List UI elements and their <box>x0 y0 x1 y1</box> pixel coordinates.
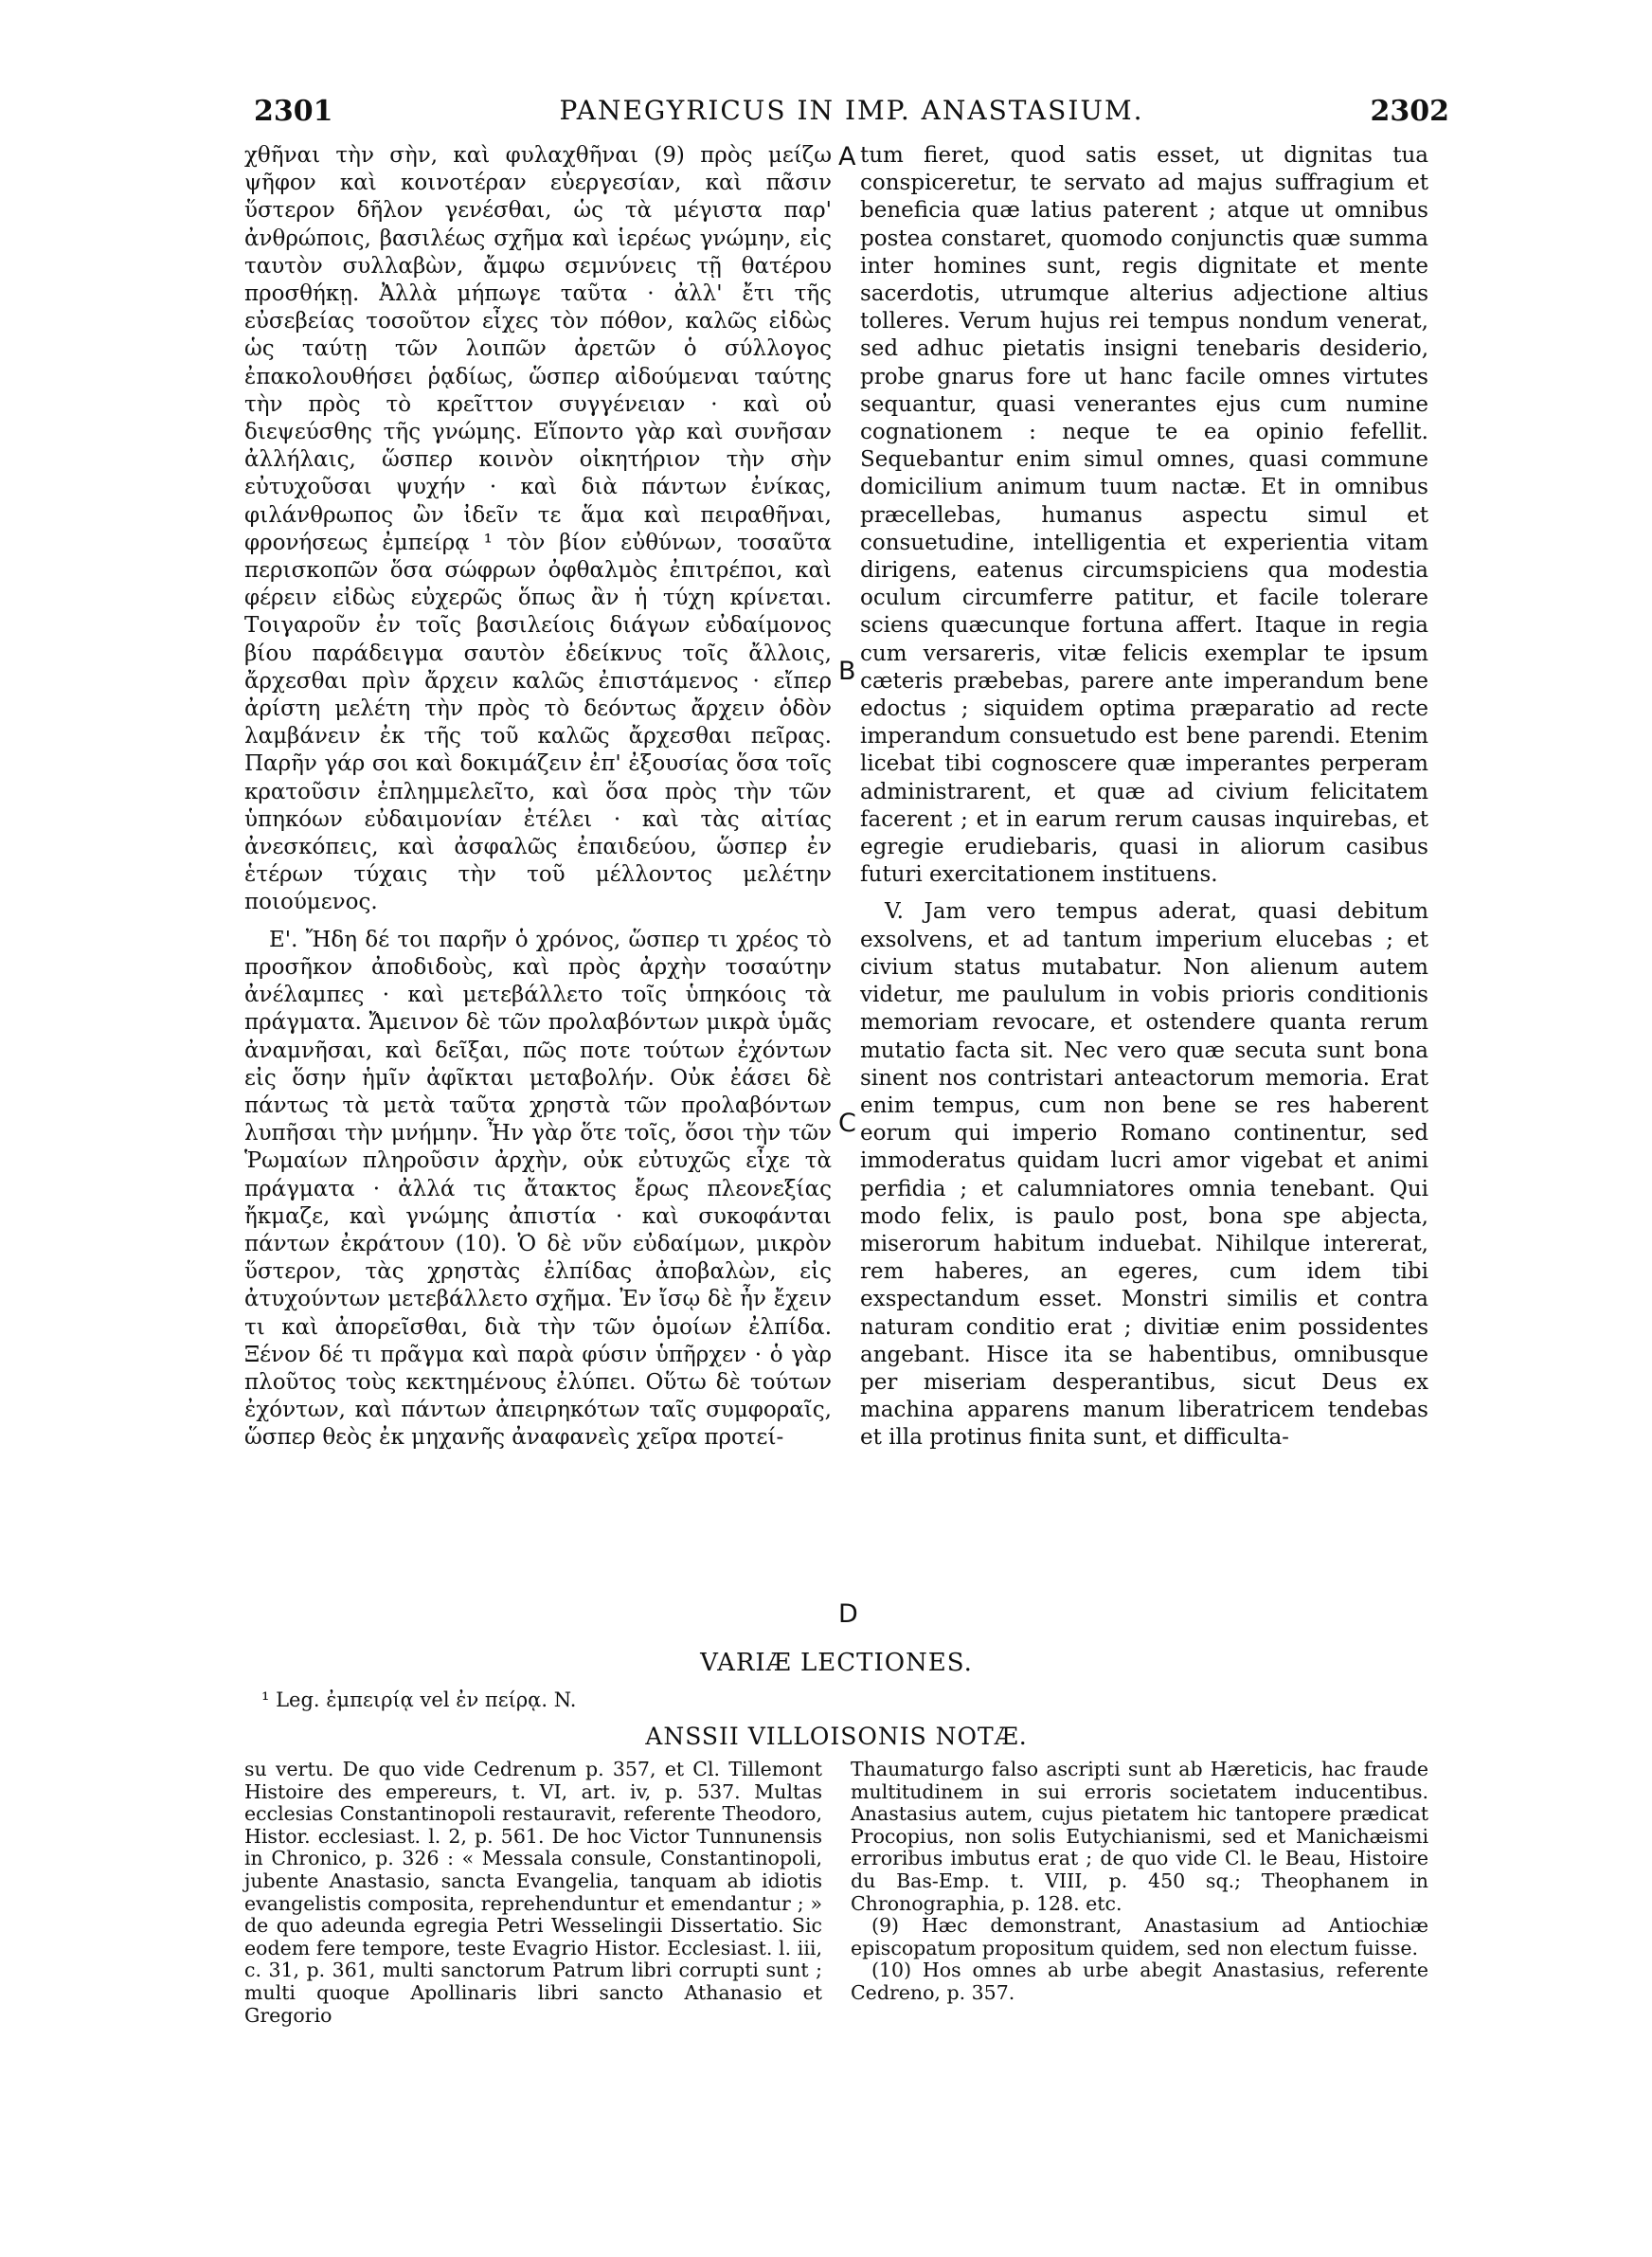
greek-column <box>244 142 832 1453</box>
note-right-text-1: Thaumaturgo falso ascripti sunt ab Hæreticis, hac fraude multitudinem in sui erroris societatem inducentibus. Anastasius autem, cujus pietatem hic tantopere prædicat Procopius, non solis Eutychianismi, sed et Manichæismi erroribus imbutus erat ; de quo vide Cl. le Beau, Histoire du Bas-Emp. t. VIII, p. 450 sq.; Theophanem in Chronographia, p. 128. etc. <box>851 1758 1428 1915</box>
latin-paragraph-1: tum fieret, quod satis esset, ut dignitas tua conspiceretur, te servato ad majus suffragium et beneficia quæ latius paterent ; atque ut omnibus postea constaret, quomodo conjunctis quæ summa inter homines sunt, regis dignitate et mente sacerdotis, utrumque alterius adjectione altius tolleres. Verum hujus rei tempus nondum venerat, sed adhuc pietatis insigni tenebaris desiderio, probe gnarus fore ut hanc facile omnes virtutes sequantur, quasi venerantes ejus cum numine cognationem : neque te ea opinio fefellit. Sequebantur enim simul omnes, quasi commune domicilium animum tuum nactæ. Et in omnibus præcellebas, humanus aspectu simul et consuetudine, intelligentia et experientia vitam dirigens, eatenus circumspiciens qua modestia oculum circumferre patitur, et facile tolerare sciens quæcunque fortuna affert. Itaque in regia cum versareris, vitæ felicis exemplar te ipsum cæteris præbebas, parere ante imperandum bene edoctus ; siquidem optima præparatio ad recte imperandum consuetudo est bene parendi. Etenim licebat tibi cognoscere quæ imperantes perperam administrarent, et quæ ad civium felicitatem facerent ; et in earum rerum causas inquirebas, et egregie erudiebaris, quasi in aliorum casibus futuri exercitationem instituens. <box>860 143 1428 888</box>
section-marker-a: A <box>838 142 856 172</box>
latin-paragraph-2: V. Jam vero tempus aderat, quasi debitum exsolvens, et ad tantum imperium elucebas ; et civium status mutabatur. Non alienum autem videtur, me paululum in vobis prioris conditionis memoriam revocare, et ostendere quanta rerum mutatio facta sit. Nec vero quæ secuta sunt bona sinent nos contristari anteactorum memoria. Erat enim tempus, cum non bene se res haberent eorum qui imperio Romano continentur, sed immoderatus quidam lucri amor vigebat et animi perfidia ; et calumniatores omnia tenebant. Qui modo felix, is paulo post, bona spe abjecta, miserorum habitum induebat. Nihilque intererat, rem haberes, an egeres, cum idem tibi exspectandum esset. Monstri similis et contra naturam conditio erat ; divitiæ enim possidentes angebant. Hisce ita se habentibus, omnibusque per miseriam desperantibus, sicut Deus ex machina apparens manum liberatricem tendebas et illa protinus finita sunt, et difficulta- <box>860 899 1428 1451</box>
section-marker-c: C <box>838 1109 856 1138</box>
notes-left-column <box>244 1759 822 2027</box>
note-10: (10) Hos omnes ab urbe abegit Anastasius, referente Cedreno, p. 357. <box>851 1959 1428 2004</box>
running-title: PANEGYRICUS IN IMP. ANASTASIUM. <box>559 95 1144 126</box>
note-left-text: su vertu. De quo vide Cedrenum p. 357, et Cl. Tillemont Histoire des empereurs, t. VI, art. iv, p. 537. Multas ecclesias Constantinopoli restauravit, referente Theodoro, Histor. ecclesiast. l. 2, p. 561. De hoc Victor Tunnunensis in Chronico, p. 326 : « Messala consule, Constantinopoli, jubente Anastasio, sancta Evangelia, tanquam ab idiotis evangelistis composita, reprehenduntur et emendantur ; » de quo adeunda egregia Petri Wesselingii Dissertatio. Sic eodem fere tempore, teste Evagrio Histor. Ecclesiast. l. iii, c. 31, p. 361, multi sanctorum Patrum libri corrupti sunt ; multi quoque Apollinaris libri sancto Athanasio et Gregorio <box>244 1758 822 2027</box>
section-marker-d: D <box>838 1599 858 1629</box>
notes-heading: ANSSII VILLOISONIS NOTÆ. <box>645 1723 1028 1750</box>
variae-lectiones-note: ¹ Leg. ἐμπειρίᾳ vel ἐν πείρᾳ. N. <box>261 1688 577 1711</box>
page-header <box>254 95 1449 136</box>
variae-lectiones-heading: VARIÆ LECTIONES. <box>700 1649 973 1677</box>
section-marker-b: B <box>838 657 856 686</box>
page-number-left: 2301 <box>254 95 333 128</box>
greek-paragraph-1: χθῆναι τὴν σὴν, καὶ φυλαχθῆναι (9) πρὸς μείζω ψῆφον καὶ κοινοτέραν εὐεργεσίαν, καὶ πᾶσιν ὕστερον δῆλον γενέσθαι, ὡς τὰ μέγιστα παρ' ἀνθρώποις, βασιλέως σχῆμα καὶ ἱερέως γνώμην, εἰς ταυτὸν συλλαβὼν, ἄμφω σεμνύνεις τῇ θατέρου προσθήκῃ. Ἀλλὰ μήπωγε ταῦτα · ἀλλ' ἔτι τῆς εὐσεβείας τοσοῦτον εἶχες τὸν πόθον, καλῶς εἰδὼς ὡς ταύτῃ τῶν λοιπῶν ἀρετῶν ὁ σύλλογος ἐπακολουθήσει ῥᾳδίως, ὥσπερ αἰδούμεναι ταύτης τὴν πρὸς τὸ κρεῖττον συγγένειαν · καὶ οὐ διεψεύσθης τῆς γνώμης. Εἵποντο γὰρ καὶ συνῆσαν ἀλλήλαις, ὥσπερ κοινὸν οἰκητήριον τὴν σὴν εὐτυχοῦσαι ψυχήν · καὶ διὰ πάντων ἐνίκας, φιλάνθρωπος ὢν ἰδεῖν τε ἅμα καὶ πειραθῆναι, φρονήσεως ἐμπείρᾳ ¹ τὸν βίον εὐθύνων, τοσαῦτα περισκοπῶν ὅσα σώφρων ὀφθαλμὸς ἐπιτρέποι, καὶ φέρειν εἰδὼς εὐχερῶς ὅπως ἂν ἡ τύχη κρίνεται. Τοιγαροῦν ἐν τοῖς βασιλείοις διάγων εὐδαίμονος βίου παράδειγμα σαυτὸν ἐδείκνυς τοῖς ἄλλοις, ἄρχεσθαι πρὶν ἄρχειν καλῶς ἐπιστάμενος · εἴπερ ἀρίστη μελέτη τὴν πρὸς τὸ δεόντως ἄρχειν ὁδὸν λαμβάνειν ἐκ τῆς τοῦ καλῶς ἄρχεσθαι πεῖρας. Παρῆν γάρ σοι καὶ δοκιμάζειν ἐπ' ἐξουσίας ὅσα τοῖς κρατοῦσιν ἐπλημμελεῖτο, καὶ ὅσα πρὸς τὴν τῶν ὑπηκόων εὐδαιμονίαν ἐτέλει · καὶ τὰς αἰτίας ἀνεσκόπεις, καὶ ἀσφαλῶς ἐπαιδεύου, ὥσπερ ἐν ἑτέρων τύχαις τὴν τοῦ μέλλοντος μελέτην ποιούμενος. <box>244 143 832 915</box>
notes-right-column <box>851 1759 1428 2005</box>
note-9: (9) Hæc demonstrant, Anastasium ad Antiochiæ episcopatum propositum quidem, sed non electum fuisse. <box>851 1914 1428 1959</box>
page-number-right: 2302 <box>1370 95 1449 128</box>
latin-column <box>860 142 1428 1453</box>
greek-paragraph-2: Ε'. Ἤδη δέ τοι παρῆν ὁ χρόνος, ὥσπερ τι χρέος τὸ προσῆκον ἀποδιδοὺς, καὶ πρὸς ἀρχὴν τοσαύτην ἀνέλαμπες · καὶ μετεβάλλετο τοῖς ὑπηκόοις τὰ πράγματα. Ἄμεινον δὲ τῶν προλαβόντων μικρὰ ὑμᾶς ἀναμνῆσαι, καὶ δεῖξαι, πῶς ποτε τούτων ἐχόντων εἰς ὅσην ἡμῖν ἀφῖκται μεταβολήν. Οὐκ ἐάσει δὲ πάντως τὰ μετὰ ταῦτα χρηστὰ τῶν προλαβόντων λυπῆσαι τὴν μνήμην. Ἦν γὰρ ὅτε τοῖς, ὅσοι τὴν τῶν Ῥωμαίων πληροῦσιν ἀρχὴν, οὐκ εὐτυχῶς εἶχε τὰ πράγματα · ἀλλά τις ἄτακτος ἔρως πλεονεξίας ἤκμαζε, καὶ γνώμης ἀπιστία · καὶ συκοφάνται πάντων ἐκράτουν (10). Ὁ δὲ νῦν εὐδαίμων, μικρὸν ὕστερον, τὰς χρηστὰς ἐλπίδας ἀποβαλὼν, εἰς ἀτυχούντων μετεβάλλετο σχῆμα. Ἐν ἴσῳ δὲ ἦν ἔχειν τι καὶ ἀπορεῖσθαι, διὰ τὴν τῶν ὁμοίων ἐλπίδα. Ξένον δέ τι πρᾶγμα καὶ παρὰ φύσιν ὑπῆρχεν · ὁ γὰρ πλοῦτος τοὺς κεκτημένους ἐλύπει. Οὕτω δὲ τούτων ἐχόντων, καὶ πάντων ἀπειρηκότων ταῖς συμφοραῖς, ὥσπερ θεὸς ἐκ μηχανῆς ἀναφανεὶς χεῖρα προτεί- <box>244 927 832 1451</box>
